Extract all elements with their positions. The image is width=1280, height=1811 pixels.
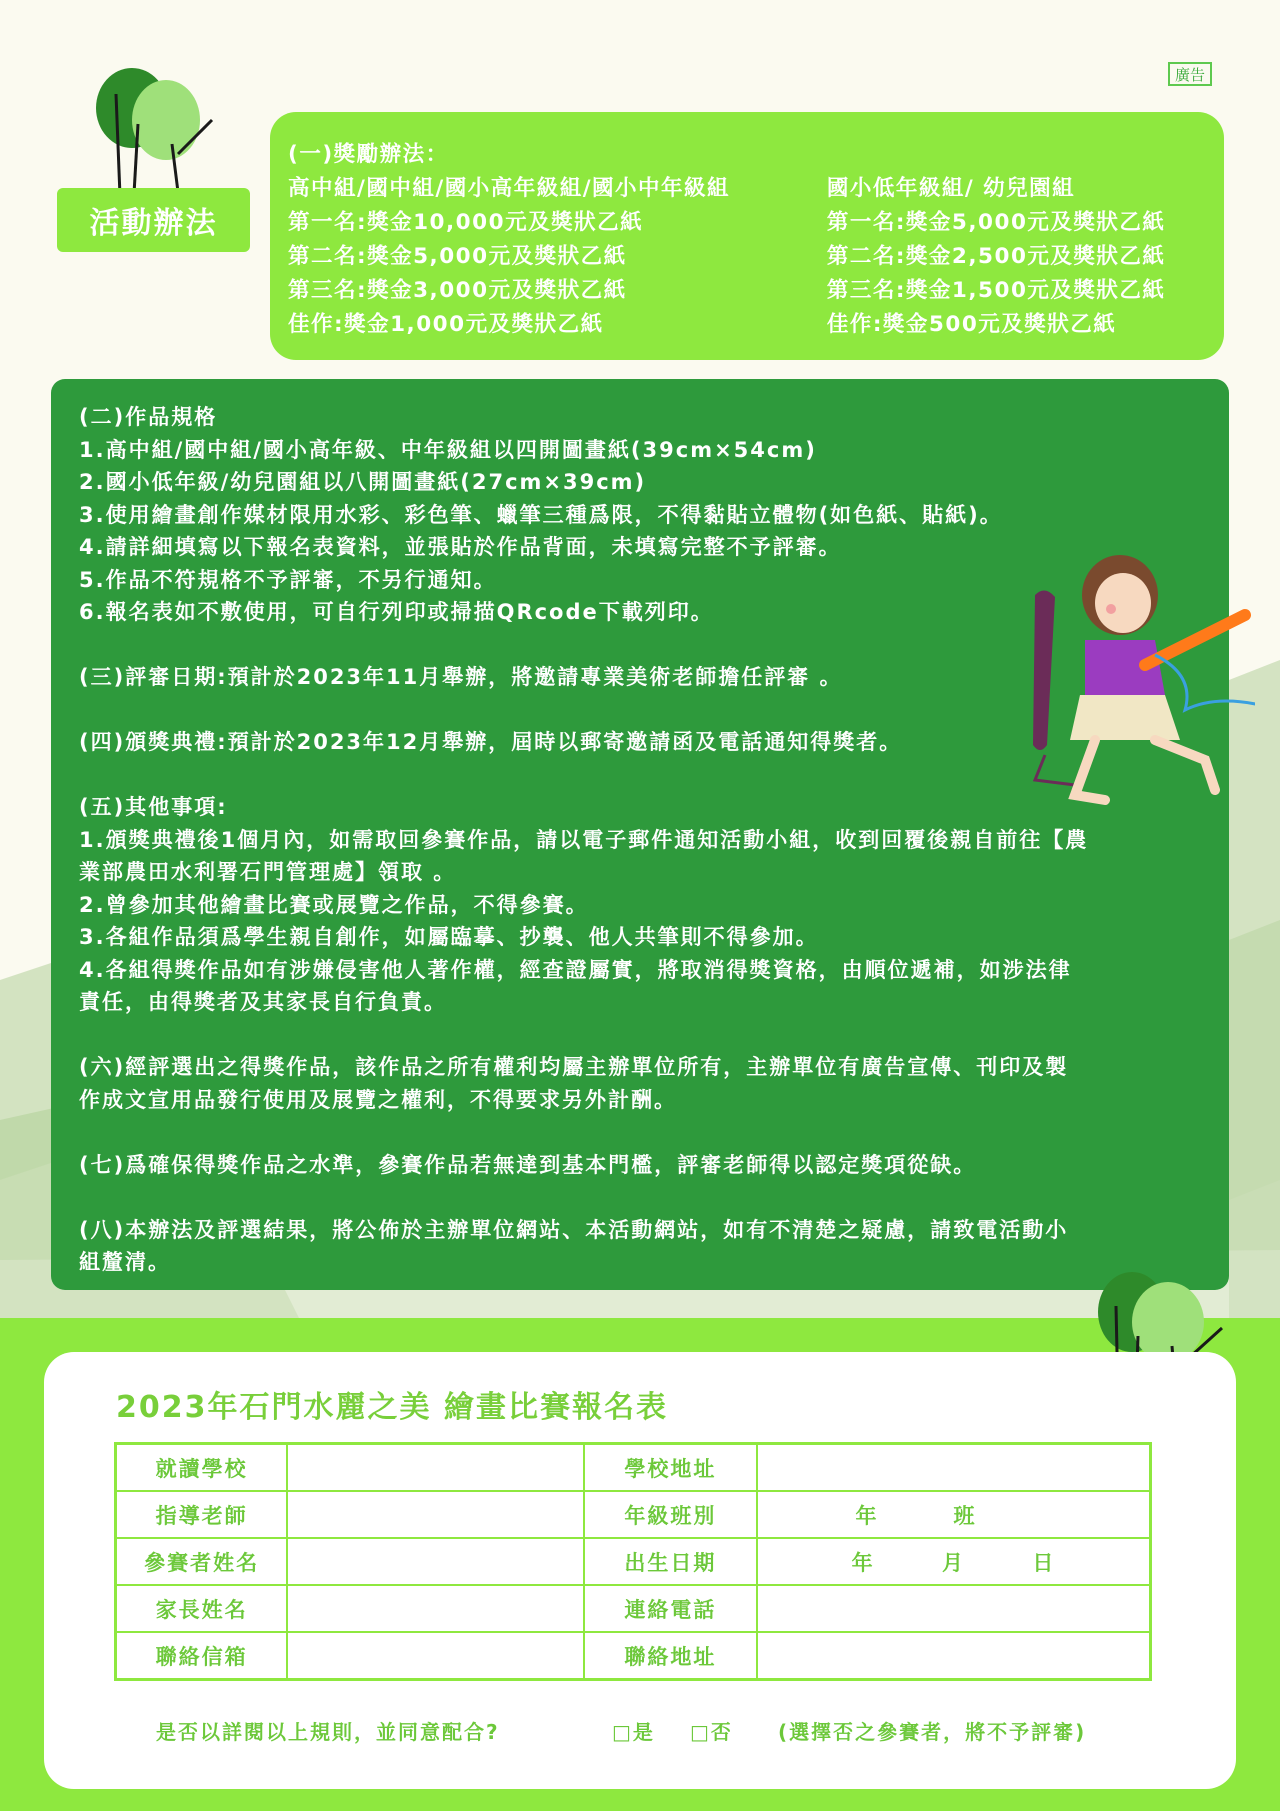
school-address-field[interactable]	[757, 1444, 1151, 1492]
ad-badge: 廣告	[1168, 62, 1212, 86]
awards-left-first: 第一名:獎金10,000元及獎狀乙紙	[288, 210, 644, 235]
phone-field[interactable]	[757, 1585, 1151, 1632]
parent-name-field[interactable]	[287, 1585, 584, 1632]
birth-month-label: 月	[941, 1550, 965, 1575]
rules-panel	[51, 379, 1229, 1290]
awards-left-third: 第三名:獎金3,000元及獎狀乙紙	[288, 278, 627, 303]
field-label: 學校地址	[584, 1444, 757, 1492]
field-label: 聯絡地址	[584, 1632, 757, 1680]
judging-date: (三)評審日期:預計於2023年11月舉辦，將邀請專業美術老師擔任評審 。	[79, 665, 843, 689]
birth-day-label: 日	[1032, 1550, 1056, 1575]
trees-illustration-icon	[88, 64, 220, 196]
girl-painting-illustration-icon	[1015, 545, 1255, 815]
field-label: 指導老師	[116, 1491, 288, 1538]
awards-right-second: 第二名:獎金2,500元及獎狀乙紙	[826, 244, 1166, 269]
agreement-line	[156, 1716, 1086, 1745]
grade-class-label: 班	[953, 1503, 977, 1528]
standard-clause: (七)爲確保得獎作品之水準，參賽作品若無達到基本門檻，評審老師得以認定獎項從缺。	[79, 1152, 977, 1177]
awards-panel	[270, 112, 1224, 360]
registration-table	[114, 1442, 1152, 1681]
spec-item: 6.報名表如不敷使用，可自行列印或掃描QRcode下載列印。	[79, 600, 714, 624]
table-row	[116, 1491, 1151, 1538]
form-title: 2023年石門水麗之美 繪畫比賽報名表	[116, 1390, 668, 1425]
awards-right-honorable: 佳作:獎金500元及獎狀乙紙	[826, 312, 1117, 337]
other-item: 3.各組作品須爲學生親自創作，如屬臨摹、抄襲、他人共筆則不得參加。	[79, 925, 819, 949]
other-title: (五)其他事項:	[79, 795, 228, 819]
other-item: 業部農田水利署石門管理處】領取 。	[79, 860, 457, 884]
awards-right-third: 第三名:獎金1,500元及獎狀乙紙	[826, 278, 1166, 303]
field-label: 年級班別	[584, 1491, 757, 1538]
email-field[interactable]	[287, 1632, 584, 1680]
agree-note: (選擇否之參賽者，將不予評審)	[778, 1720, 1087, 1744]
awards-right-first: 第一名:獎金5,000元及獎狀乙紙	[826, 210, 1166, 235]
awards-title: (一)獎勵辦法：	[288, 142, 449, 167]
other-item: 責任，由得獎者及其家長自行負責。	[79, 990, 447, 1014]
ceremony-date: (四)頒獎典禮:預計於2023年12月舉辦，屆時以郵寄邀請函及電話通知得獎者。	[79, 730, 903, 754]
school-name-field[interactable]	[287, 1444, 584, 1492]
awards-right-group: 國小低年級組/ 幼兒園組	[826, 176, 1076, 201]
birth-year-label: 年	[851, 1550, 875, 1575]
field-label: 聯絡信箱	[116, 1632, 288, 1680]
field-label: 參賽者姓名	[116, 1538, 288, 1585]
field-label: 就讀學校	[116, 1444, 288, 1492]
field-label: 出生日期	[584, 1538, 757, 1585]
table-row	[116, 1538, 1151, 1585]
awards-right-column	[827, 172, 1206, 342]
other-item: 1.頒獎典禮後1個月內，如需取回參賽作品，請以電子郵件通知活動小組，收到回覆後親自前往【農	[79, 827, 1089, 852]
spec-item: 5.作品不符規格不予評審，不另行通知。	[79, 567, 497, 592]
agree-no-checkbox[interactable]: □否	[690, 1720, 733, 1744]
awards-left-group: 高中組/國中組/國小高年級組/國小中年級組	[288, 176, 731, 201]
mailing-address-field[interactable]	[757, 1632, 1151, 1680]
spec-item: 1.高中組/國中組/國小高年級、中年級組以四開圖畫紙(39cm×54cm)	[79, 437, 817, 462]
field-label: 家長姓名	[116, 1585, 288, 1632]
announce-clause: (八)本辦法及評選結果，將公佈於主辦單位網站、本活動網站，如有不清楚之疑慮，請致電活動小	[79, 1217, 1069, 1242]
spec-title: (二)作品規格	[79, 405, 218, 429]
spec-item: 4.請詳細填寫以下報名表資料，並張貼於作品背面，未填寫完整不予評審。	[79, 535, 842, 559]
other-item: 2.曾參加其他繪畫比賽或展覽之作品，不得參賽。	[79, 892, 589, 917]
awards-left-column	[288, 172, 827, 342]
spec-item: 2.國小低年級/幼兒園組以八開圖畫紙(27cm×39cm)	[79, 470, 647, 494]
awards-left-honorable: 佳作:獎金1,000元及獎狀乙紙	[288, 312, 604, 337]
other-item: 4.各組得獎作品如有涉嫌侵害他人著作權，經查證屬實，將取消得獎資格，由順位遞補，如涉法律	[79, 957, 1072, 982]
grade-class-field[interactable]	[757, 1491, 1151, 1538]
teacher-name-field[interactable]	[287, 1491, 584, 1538]
participant-name-field[interactable]	[287, 1538, 584, 1585]
rights-clause: 作成文宣用品發行使用及展覽之權利，不得要求另外計酬。	[79, 1087, 677, 1112]
agree-yes-checkbox[interactable]: □是	[612, 1720, 655, 1744]
rights-clause: (六)經評選出之得獎作品，該作品之所有權利均屬主辦單位所有，主辦單位有廣告宣傳、刊印及製	[79, 1055, 1069, 1079]
section-heading: 活動辦法	[57, 188, 250, 252]
spec-item: 3.使用繪畫創作媒材限用水彩、彩色筆、蠟筆三種爲限，不得黏貼立體物(如色紙、貼紙)。	[79, 502, 1003, 527]
birth-date-field[interactable]	[757, 1538, 1151, 1585]
announce-clause: 組釐清。	[79, 1250, 171, 1274]
grade-year-label: 年	[855, 1503, 879, 1528]
field-label: 連絡電話	[584, 1585, 757, 1632]
table-row	[116, 1632, 1151, 1680]
agree-question: 是否以詳閱以上規則，並同意配合?	[156, 1720, 500, 1744]
awards-left-second: 第二名:獎金5,000元及獎狀乙紙	[288, 244, 627, 269]
table-row	[116, 1444, 1151, 1492]
table-row	[116, 1585, 1151, 1632]
